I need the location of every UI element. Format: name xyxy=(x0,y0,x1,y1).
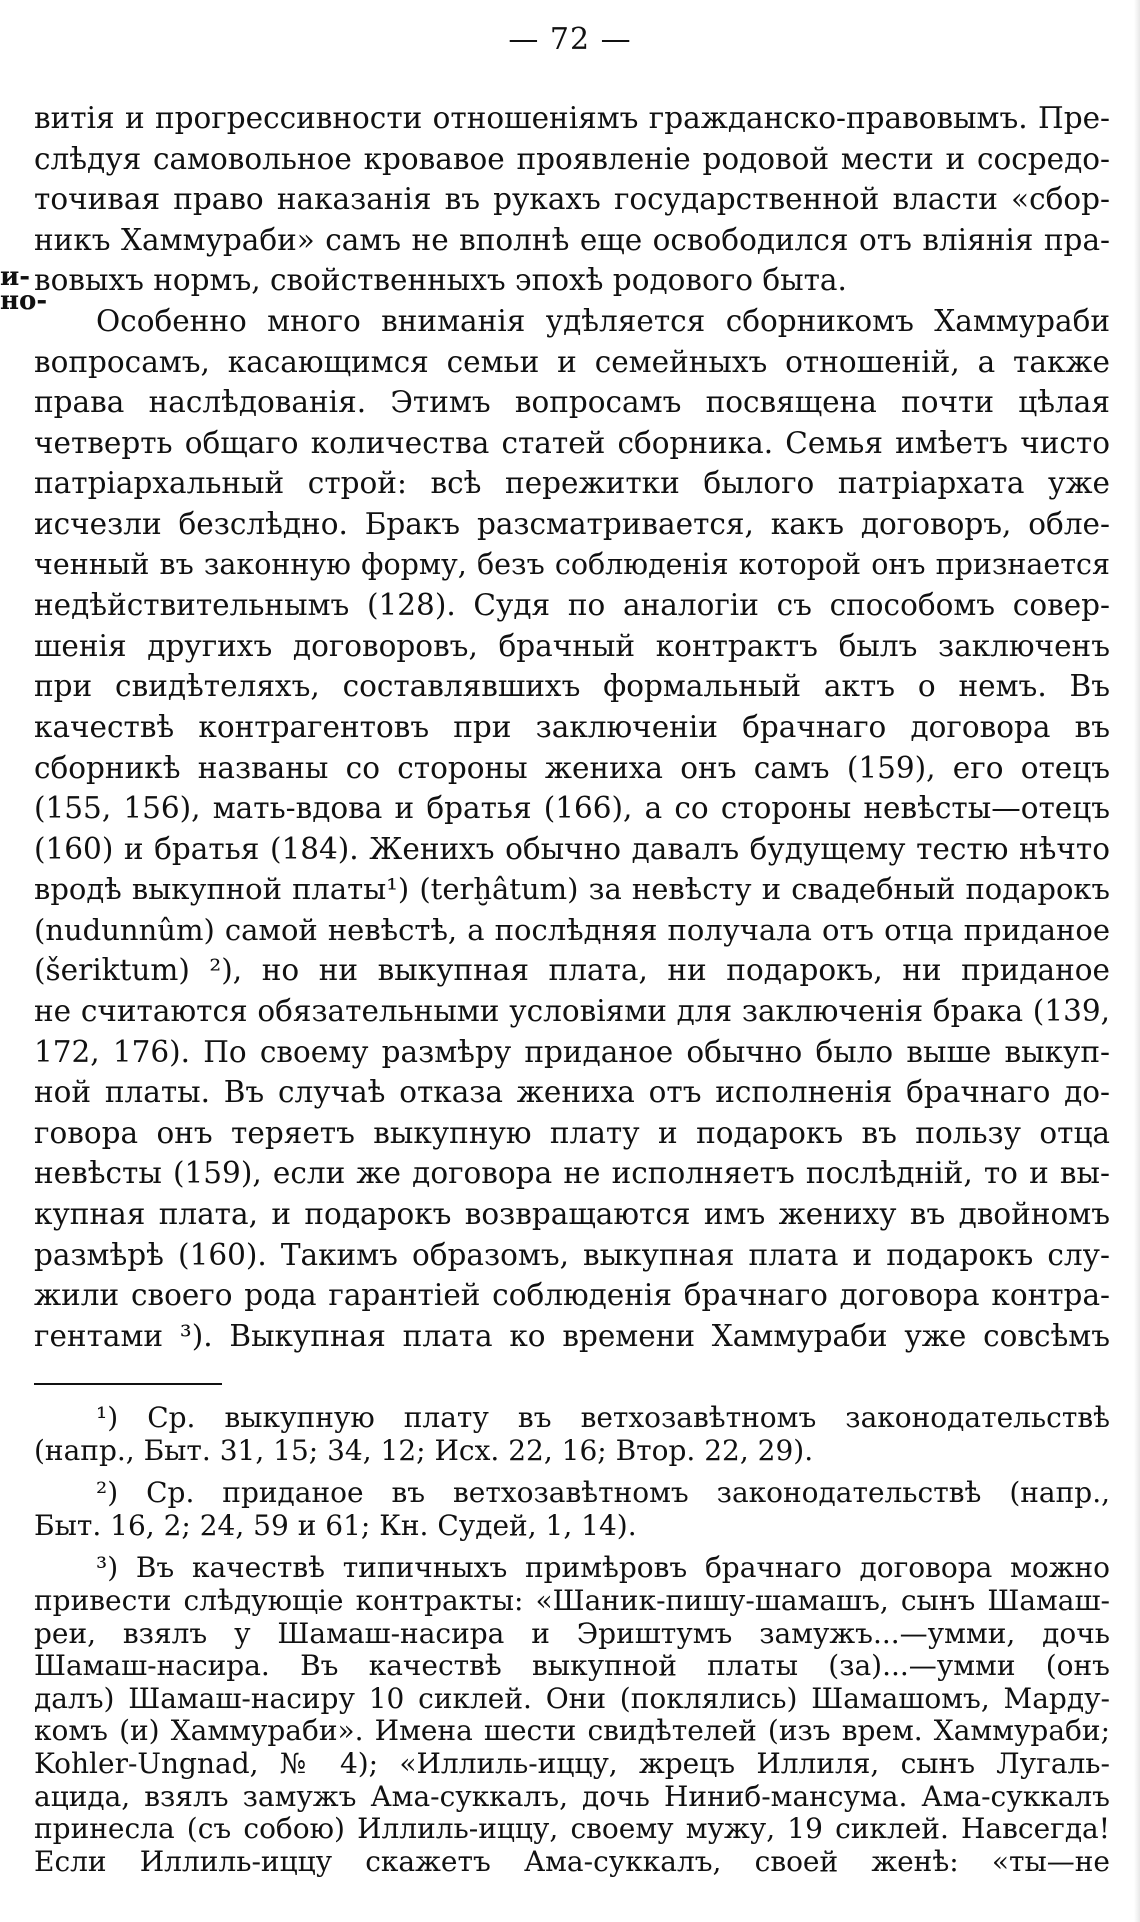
footnote-line: ³) Въ качествѣ типичныхъ примѣровъ брачнаго договора можно xyxy=(96,1551,1110,1585)
text-line: невѣсты (159), если же договора не исполняетъ послѣдній, то и вы- xyxy=(34,1156,1110,1191)
text-line: никъ Хаммураби» самъ не вполнѣ еще освободился отъ вліянія пра- xyxy=(34,222,1110,257)
footnote-line: ¹) Ср. выкупную плату въ ветхозавѣтномъ законодательствѣ xyxy=(96,1401,1110,1434)
text-line: шенія другихъ договоровъ, брачный контрактъ былъ заключенъ xyxy=(34,628,1110,663)
text-line: четверть общаго количества статей сборника. Семья имѣетъ чисто xyxy=(34,425,1110,460)
scan-edge-shadow xyxy=(1134,0,1140,1922)
footnote-line: Быт. 16, 2; 24, 59 и 61; Кн. Судей, 1, 14). xyxy=(34,1508,637,1542)
footnote-line: ²) Ср. приданое въ ветхозавѣтномъ законодательствѣ (напр., xyxy=(96,1476,1110,1510)
text-line: Особенно много вниманія удѣляется сборникомъ Хаммураби xyxy=(96,303,1110,338)
footnote-line: привести слѣдующіе контракты: «Шаник-пишу-шамашъ, сынъ Шамаш- xyxy=(34,1583,1110,1617)
footnote-line: Если Иллиль-иццу скажетъ Ама-суккалъ, своей женѣ: «ты—не xyxy=(34,1844,1110,1878)
text-line: сборникѣ названы со стороны жениха онъ самъ (159), его отецъ xyxy=(34,750,1110,785)
text-line: гентами ³). Выкупная плата ко времени Хаммураби уже совсѣмъ xyxy=(34,1318,1110,1353)
text-line: жили своего рода гарантіей соблюденія брачнаго договора контра- xyxy=(34,1278,1110,1313)
text-line: вродѣ выкупной платы¹) (terḫâtum) за невѣсту и свадебный подарокъ xyxy=(34,872,1110,907)
text-line: патріархальный строй: всѣ пережитки былого патріархата уже xyxy=(34,466,1110,501)
text-line: ной платы. Въ случаѣ отказа жениха отъ исполненія брачнаго до- xyxy=(34,1075,1110,1110)
text-line: слѣдуя самовольное кровавое проявленіе родовой мести и сосредо- xyxy=(34,141,1110,176)
text-line: (šeriktum) ²), но ни выкупная плата, ни подарокъ, ни приданое xyxy=(34,953,1110,988)
footnote-line: реи, взялъ у Шамаш-насира и Эриштумъ замужъ...—умми, дочь xyxy=(34,1616,1110,1650)
footnotes xyxy=(34,1402,1110,1878)
text-line: права наслѣдованія. Этимъ вопросамъ посвящена почти цѣлая xyxy=(34,385,1110,420)
footnote-line: Kohler-Ungnad, № 4); «Иллиль-иццу, жрецъ Иллиля, сынъ Лугаль- xyxy=(34,1746,1110,1780)
text-line: вопросамъ, касающимся семьи и семейныхъ отношеній, а также xyxy=(34,344,1110,379)
text-line: (160) и братья (184). Женихъ обычно давалъ будущему тестю нѣчто xyxy=(34,831,1110,866)
text-line: купная плата, и подарокъ возвращаются имъ жениху въ двойномъ xyxy=(34,1197,1110,1232)
text-line: ченный въ законную форму, безъ соблюденія которой онъ признается xyxy=(34,547,1110,581)
footnote-line: принесла (съ собою) Иллиль-иццу, своему мужу, 19 сиклей. Навсегда! xyxy=(34,1812,1110,1846)
footnote-line: (напр., Быт. 31, 15; 34, 12; Исх. 22, 16; Втор. 22, 29). xyxy=(34,1433,814,1467)
page-number: — 72 — xyxy=(508,22,632,57)
text-line: недѣйствительнымъ (128). Судя по аналогіи съ способомъ совер- xyxy=(34,588,1110,623)
text-line: исчезли безслѣдно. Бракъ разсматривается, какъ договоръ, обле- xyxy=(34,506,1110,541)
text-line: вовыхъ нормъ, свойственныхъ эпохѣ родового быта. xyxy=(34,263,847,298)
margin-note: и- xyxy=(0,262,31,292)
text-line: (nudunnûm) самой невѣстѣ, а послѣдняя получала отъ отца приданое xyxy=(34,912,1110,947)
text-line: качествѣ контрагентовъ при заключеніи брачнаго договора въ xyxy=(34,709,1110,744)
main-text xyxy=(34,98,1110,1356)
text-line: (155, 156), мать-вдова и братья (166), а со стороны невѣсты—отецъ xyxy=(34,791,1110,826)
footnote-line: комъ (и) Хаммураби». Имена шести свидѣтелей (изъ врем. Хаммураби; xyxy=(34,1714,1110,1748)
text-line: при свидѣтеляхъ, составлявшихъ формальный актъ о немъ. Въ xyxy=(34,669,1110,704)
text-line: размѣрѣ (160). Такимъ образомъ, выкупная плата и подарокъ слу- xyxy=(34,1237,1110,1272)
margin-note: но- xyxy=(0,286,48,316)
text-line: 172, 176). По своему размѣру приданое обычно было выше выкуп- xyxy=(34,1034,1110,1069)
footnote-line: ацида, взялъ замужъ Ама-суккалъ, дочь Ниниб-мансума. Ама-суккалъ xyxy=(34,1779,1110,1813)
text-line: витія и прогрессивности отношеніямъ гражданско-правовымъ. Пре- xyxy=(34,101,1110,135)
text-line: точивая право наказанія въ рукахъ государственной власти «сбор- xyxy=(34,182,1110,217)
footnote-rule xyxy=(34,1383,222,1385)
footnote-line: Шамаш-насира. Въ качествѣ выкупной платы (за)...—умми (онъ xyxy=(34,1649,1110,1683)
footnote-line: далъ) Шамаш-насиру 10 сиклей. Они (поклялись) Шамашомъ, Марду- xyxy=(34,1681,1110,1715)
text-line: не считаются обязательными условіями для заключенія брака (139, xyxy=(34,994,1110,1029)
text-line: говора онъ теряетъ выкупную плату и подарокъ въ пользу отца xyxy=(34,1115,1110,1150)
